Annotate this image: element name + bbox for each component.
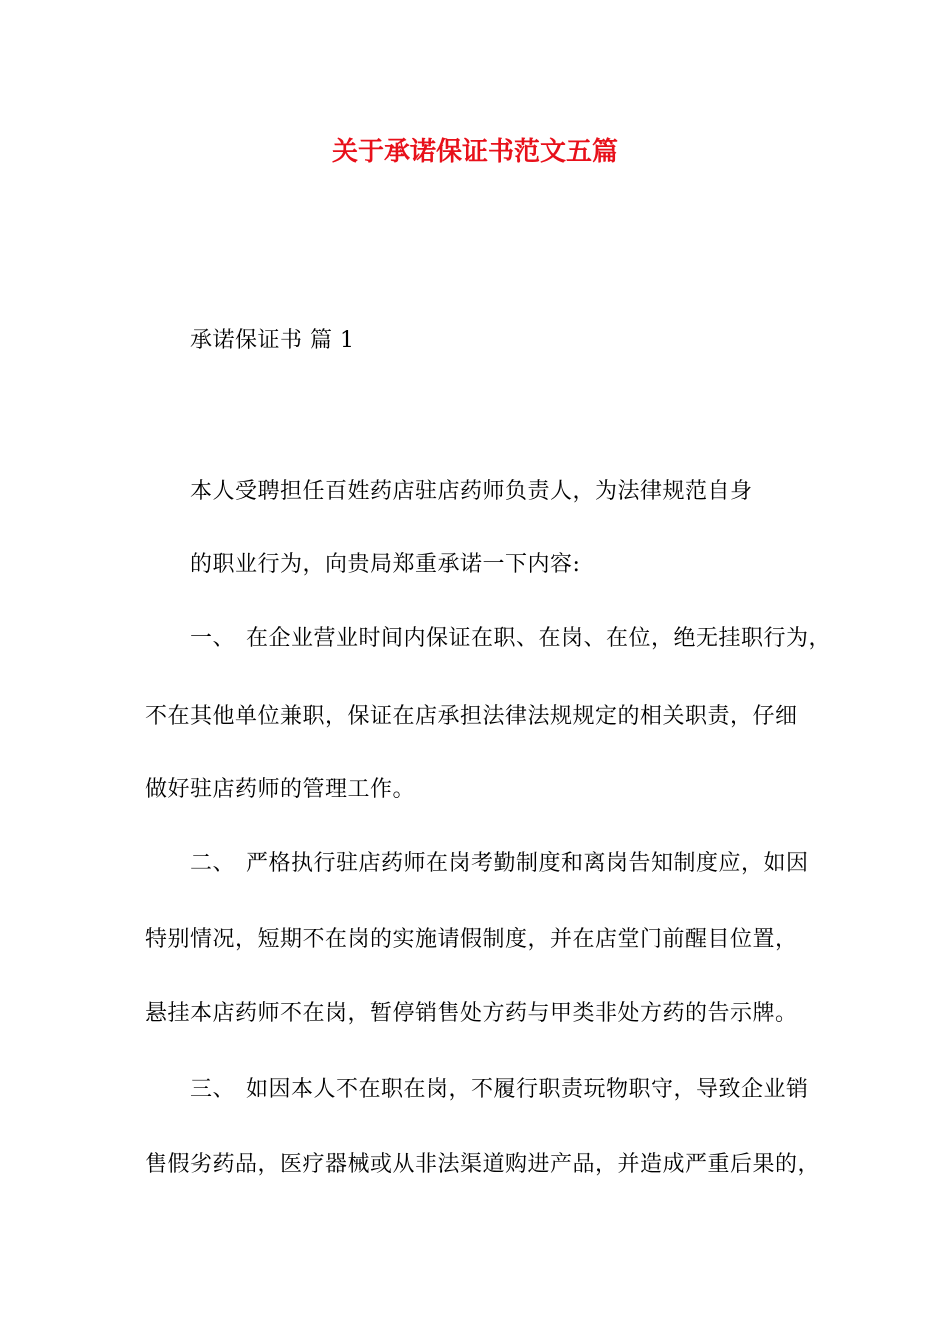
list-item-3-text: 如因本人不在职在岗，不履行职责玩物职守，导致企业销 [246, 1077, 809, 1102]
list-item-2-line-2: 特别情况，短期不在岗的实施请假制度，并在店堂门前醒目位置， [145, 927, 798, 952]
list-item-1-first-line [190, 624, 831, 654]
intro-line-2: 的职业行为，向贵局郑重承诺一下内容: [190, 552, 581, 577]
document-title: 关于承诺保证书范文五篇 [331, 137, 618, 167]
list-item-2-line-3: 悬挂本店药师不在岗，暂停销售处方药与甲类非处方药的告示牌。 [145, 1001, 798, 1026]
intro-line-1: 本人受聘担任百姓药店驻店药师负责人，为法律规范自身 [190, 479, 753, 504]
section-heading: 承诺保证书 篇 1 [190, 328, 355, 353]
list-item-1-marker: 一、 [190, 626, 236, 651]
list-item-3-first-line [190, 1075, 809, 1105]
list-item-3-line-2: 售假劣药品，医疗器械或从非法渠道购进产品，并造成严重后果的， [145, 1152, 821, 1177]
list-item-2-marker: 二、 [190, 851, 236, 876]
list-item-2-text: 严格执行驻店药师在岗考勤制度和离岗告知制度应，如因 [246, 851, 809, 876]
list-item-1-line-2: 不在其他单位兼职，保证在店承担法律法规规定的相关职责，仔细 [145, 704, 798, 729]
list-item-1-text: 在企业营业时间内保证在职、在岗、在位，绝无挂职行为， [246, 626, 832, 651]
list-item-2-first-line [190, 849, 809, 879]
list-item-3-marker: 三、 [190, 1077, 236, 1102]
list-item-1-line-3: 做好驻店药师的管理工作。 [145, 777, 416, 802]
